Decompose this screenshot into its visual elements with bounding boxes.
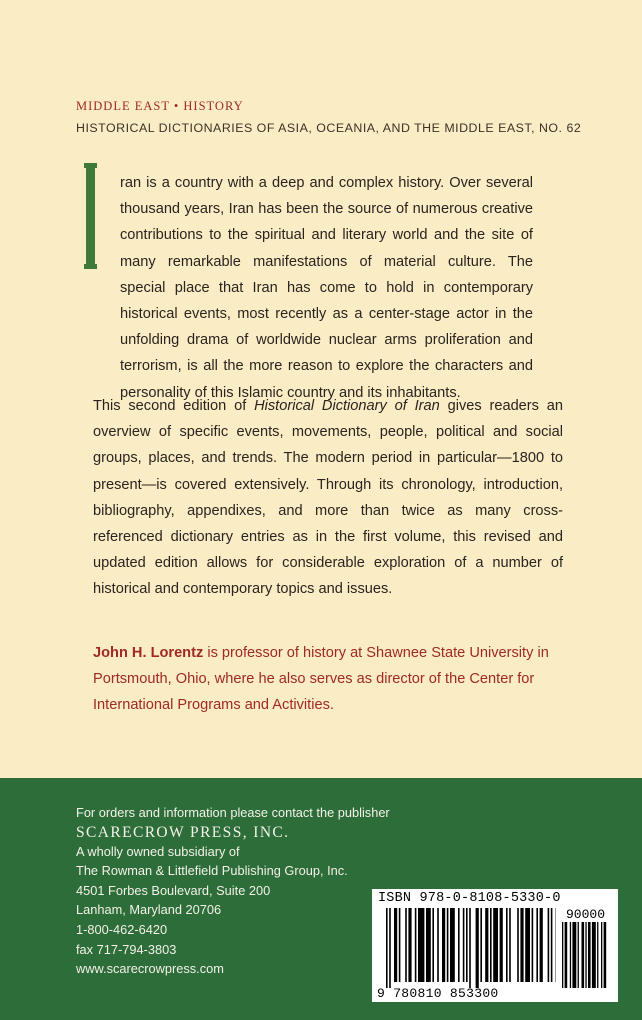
barcode-bar [548, 908, 550, 982]
barcode-bar [597, 922, 598, 988]
author-name: John H. Lorentz [93, 645, 204, 661]
publisher-name: SCARECROW PRESS, INC. [76, 823, 290, 841]
price-addon-barcode [562, 922, 610, 996]
barcode-bar [500, 908, 503, 982]
blurb-text: ran is a country with a deep and complex history. Over several thousand years, Iran has been the source of numerous creative contributions to the spiritual and literary world and the site of many remarkable manifestations of material culture. The special place that Iran has come to hold in contemporary historical events, most recently as a center-stage actor in the unfolding drama of worldwide nuclear arms proliferation and terrorism, is all the more reason to explore the characters and personality of this Islamic country and its inhabitants. [120, 175, 533, 401]
barcode-bar [578, 922, 579, 988]
ean-digits: 9 780810 853300 [377, 986, 499, 1001]
barcode-bar [450, 908, 455, 982]
isbn-label: ISBN 978-0-8108-5330-0 [378, 891, 561, 906]
description-prefix: This second edition of [93, 398, 255, 414]
description-text: gives readers an overview of specific events, movements, people, political and social groups, places, and trends. The modern period in particular—1800 to present—is covered extensively. Through its chronology, introduction, bibliography, appendixes, and more than twice as many cross-referenced dictionary entries as in the first volume, this revised and updated edition allows for considerable exploration of a number of historical and contemporary topics and issues. [93, 398, 564, 598]
barcode-bar [572, 922, 576, 988]
series-title: HISTORICAL DICTIONARIES OF ASIA, OCEANIA, AND THE MIDDLE EAST, NO. 62 [76, 121, 582, 135]
parent-company: The Rowman & Littlefield Publishing Group, Inc. [76, 863, 348, 879]
barcode-bar [506, 908, 508, 982]
website: www.scarecrowpress.com [76, 961, 224, 977]
barcode-bar [463, 908, 465, 982]
barcode-bar [394, 908, 397, 982]
barcode-bar [520, 908, 523, 982]
description-paragraph [93, 393, 563, 603]
barcode-bar [525, 908, 530, 982]
price-code: 90000 [566, 907, 606, 922]
barcode-bar [469, 908, 471, 988]
barcode-bar [509, 908, 511, 982]
barcode-bar [480, 908, 482, 982]
barcode-bar [386, 908, 388, 988]
barcode-bar [588, 922, 591, 988]
barcode-bar [399, 908, 401, 982]
author-bio-text: is professor of history at Shawnee State University in Portsmouth, Ohio, where he also serves as director of the Center for International Programs and Activities. [93, 645, 549, 714]
barcode-bar [442, 908, 445, 982]
barcode-bar [517, 908, 519, 982]
barcode-bar [476, 908, 479, 988]
barcode-bar [389, 908, 391, 988]
barcode-bar [536, 908, 538, 982]
barcode-bar [532, 908, 534, 982]
barcode-bar [408, 908, 411, 982]
publisher-contact [76, 803, 390, 979]
fax-number: fax 717-794-3803 [76, 941, 177, 957]
barcode-bar [466, 908, 468, 982]
barcode-bar [405, 908, 407, 982]
barcode-bar [601, 922, 602, 988]
barcode-bar [604, 922, 607, 988]
barcode-bar [447, 908, 449, 982]
drop-cap [76, 160, 109, 273]
barcode-bar [437, 908, 439, 982]
subsidiary-line: A wholly owned subsidiary of [76, 843, 240, 859]
barcode-bar [570, 922, 571, 988]
barcode-bar [458, 908, 460, 982]
barcode-bar [493, 908, 498, 982]
blurb-paragraph [120, 170, 533, 406]
barcode-bar [592, 922, 596, 988]
barcode-bar [585, 922, 586, 988]
barcode-bar [562, 922, 563, 988]
category-label: MIDDLE EAST • HISTORY [76, 99, 244, 113]
barcode-bar [582, 922, 585, 988]
barcode-bar [540, 908, 543, 982]
barcode-bar [418, 908, 424, 982]
phone-number: 1-800-462-6420 [76, 921, 168, 937]
barcode-bar [565, 922, 568, 988]
barcode-bar [490, 908, 492, 982]
address-line-2: Lanham, Maryland 20706 [76, 902, 222, 918]
address-line-1: 4501 Forbes Boulevard, Suite 200 [76, 882, 271, 898]
barcode-bar [551, 908, 553, 982]
barcode-bar [426, 908, 431, 982]
contact-intro: For orders and information please contact the publisher [76, 805, 390, 820]
ean-barcode [386, 908, 556, 990]
book-title: Historical Dictionary of Iran [254, 398, 440, 414]
drop-cap-glyph [84, 160, 102, 273]
author-bio [93, 640, 563, 719]
barcode-bar [415, 908, 417, 982]
barcode-bar [485, 908, 488, 982]
barcode-bar [432, 908, 434, 982]
